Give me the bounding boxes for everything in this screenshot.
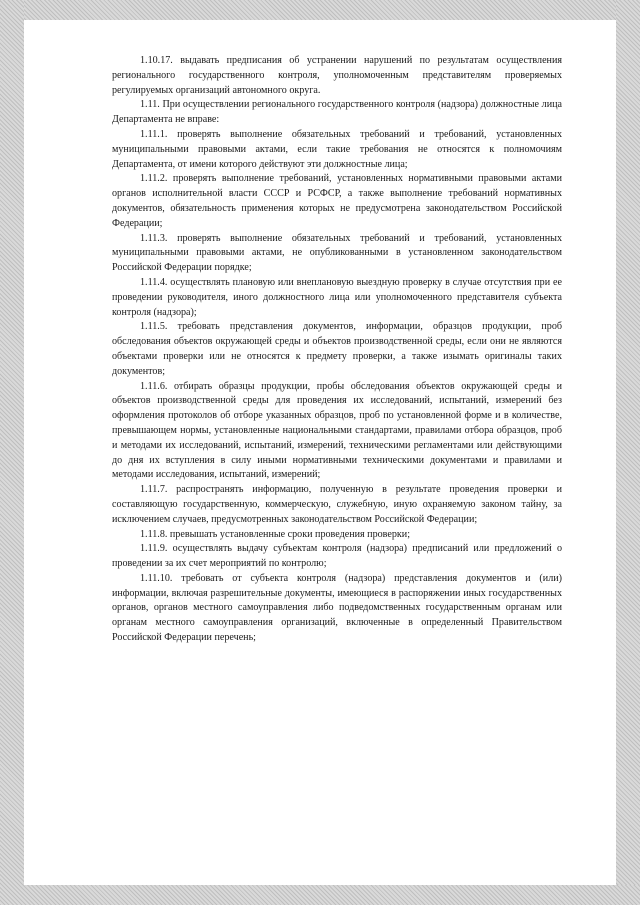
paragraph: 1.11.5. требовать представления документов, информации, образцов продукции, проб обследования объектов окружающей среды и объектов производственной среды, если они не являются объектами проверки или не относятся к предмету проверки, а также изымать оригиналы таких документов; (112, 321, 562, 377)
paragraph: 1.10.17. выдавать предписания об устранении нарушений по результатам осуществления регионального государственного контроля, уполномоченным представителям проверяемых регулируемых организаций автономного округа. (112, 55, 562, 96)
paragraph: 1.11.9. осуществлять выдачу субъектам контроля (надзора) предписаний или предложений о проведении за их счет мероприятий по контролю; (112, 543, 562, 570)
scan-border-right (616, 0, 640, 905)
paragraph: 1.11.8. превышать установленные сроки проведения проверки; (140, 528, 411, 540)
scan-border-left (0, 0, 24, 905)
document-body (112, 54, 562, 646)
paragraph: 1.11.3. проверять выполнение обязательных требований и требований, установленных муниципальными правовыми актами, не опубликованными в установленном законодательством Российской Федерации порядке; (112, 232, 562, 274)
scan-border-top (0, 0, 640, 20)
paragraph: 1.11.4. осуществлять плановую или внеплановую выездную проверку в случае отсутствия при ее проведении руководителя, иного должностного лица или уполномоченного представителя субъекта контроля (надзора); (112, 276, 562, 318)
paragraph: 1.11.10. требовать от субъекта контроля (надзора) представления документов и (или) информации, включая разрешительные документы, имеющиеся в распоряжении иных государственных органов, органов местного самоуправления либо подведомственных государственным органам или органам местного самоуправления организаций, включенные в определенный Правительством Российской Федерации перечень; (112, 572, 562, 644)
scan-border-bottom (0, 885, 640, 905)
paragraph: 1.11.1. проверять выполнение обязательных требований и требований, установленных муниципальными правовыми актами, если такие требования не относятся к полномочиям Департамента, от имени которого действуют эти должностные лица; (112, 128, 562, 170)
paragraph: 1.11.6. отбирать образцы продукции, пробы обследования объектов окружающей среды и объектов производственной среды для проведения их исследований, испытаний, измерений без оформления протоколов об отборе указанных образцов, проб по установленной форме и в количестве, превышающем нормы, установленные национальными стандартами, правилами отбора образцов, проб и методами их исследований, испытаний, измерений, техническими регламентами или действующими до дня их вступления в силу иными нормативными техническими документами и правилами и методами исследования, испытаний, измерений; (112, 380, 562, 481)
paragraph: 1.11. При осуществлении регионального государственного контроля (надзора) должностные лица Департамента не вправе: (112, 99, 562, 126)
paragraph: 1.11.7. распространять информацию, полученную в результате проведения проверки и составляющую государственную, коммерческую, служебную, иную охраняемую законом тайну, за исключением случаев, предусмотренных законодательством Российской Федерации; (112, 484, 562, 525)
paragraph: 1.11.2. проверять выполнение требований, установленных нормативными правовыми актами органов исполнительной власти СССР и РСФСР, а также выполнение требований нормативных документов, обязательность применения которых не предусмотрена законодательством Российской Федерации; (112, 173, 562, 229)
